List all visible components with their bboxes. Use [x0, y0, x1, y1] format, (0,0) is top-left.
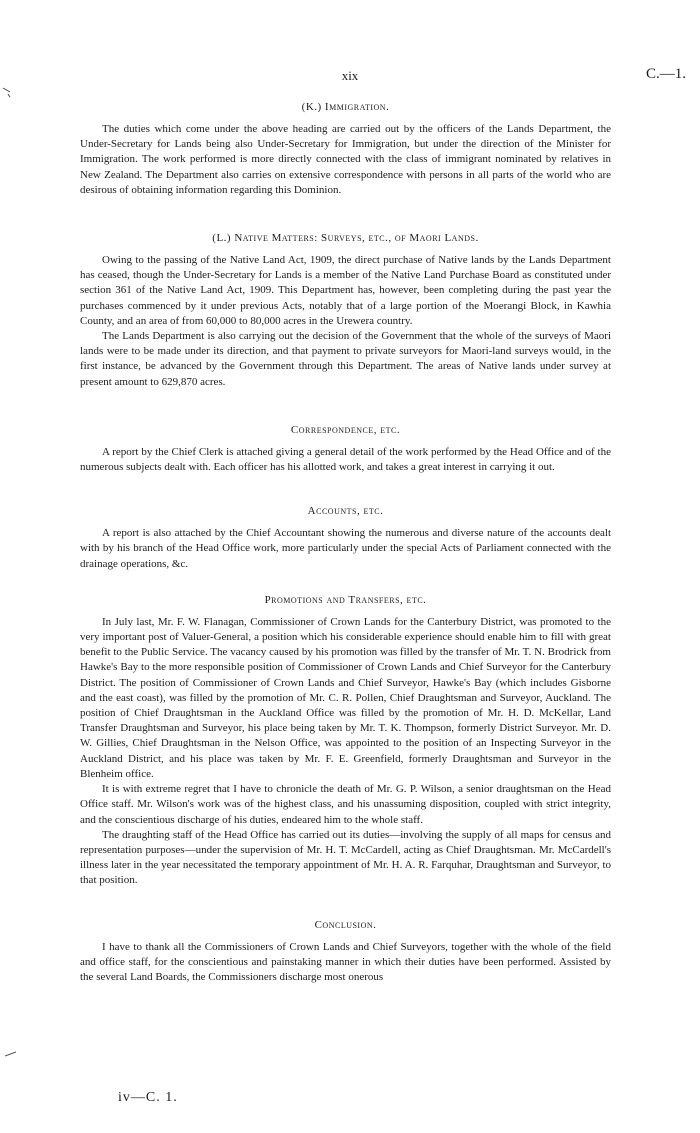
paragraph: In July last, Mr. F. W. Flanagan, Commissioner of Crown Lands for the Canterbury District, was promoted to the very important post of Valuer-General, a position which his considerable experience should enable him to fill with great benefit to the Public Service. The vacancy caused by his promotion was filled by the transfer of Mr. T. N. Brodrick from Hawke's Bay to the more responsible position of Commissioner of Crown Lands and Chief Surveyor for the Canterbury District. The position of Commissioner of Crown Lands and Chief Surveyor, Hawke's Bay (which includes Gisborne and the east coast), was filled by the promotion of Mr. C. R. Pollen, Chief Draughtsman and Surveyor, Auckland. The position of Chief Draughtsman in the Auckland Office was filled by the promotion of Mr. H. D. McKellar, Land Transfer Draughtsman and Surveyor, his place being taken by Mr. T. K. Thompson, formerly District Surveyor. Mr. D. W. Gillies, Chief Draughtsman in the Nelson Office, was appointed to the position of an Inspecting Surveyor in the Auckland District, and his place was taken by Mr. F. E. Greenfield, formerly Draughtsman and Surveyor in the Blenheim office.	[80, 615, 611, 780]
section-heading: Conclusion.	[314, 918, 377, 931]
section-conclusion	[80, 919, 611, 986]
section-heading: Accounts, etc.	[307, 505, 384, 518]
document-body	[80, 101, 611, 985]
section-immigration	[80, 101, 611, 198]
paragraph: A report by the Chief Clerk is attached giving a general detail of the work performed by the Head Office and of the numerous subjects dealt with. Each officer has his allotted work, and takes a great interest in carrying it out.	[80, 445, 611, 474]
paragraph: I have to thank all the Commissioners of Crown Lands and Chief Surveyors, together with the whole of the field and office staff, for the conscientious and painstaking manner in which their duties have been performed. Assisted by the several Land Boards, the Commissioners discharge most onerous	[80, 940, 611, 983]
paragraph: A report is also attached by the Chief Accountant showing the numerous and diverse nature of the accounts dealt with by his branch of the Head Office work, more particularly under the special Acts of Parliament connected with the drainage operations, &c.	[80, 527, 611, 570]
paragraph: The duties which come under the above heading are carried out by the officers of the Lands Department, the Under-Secretary for Lands being also Under-Secretary for Immigration, but under the direction of the Minister for Immigration. The work performed is more directly connected with the class of immigrant nominated by relatives in New Zealand. The Department also carries on extensive correspondence with persons in all parts of the world who are desirous of obtaining information regarding this Dominion.	[80, 123, 611, 196]
paragraph: The draughting staff of the Head Office has carried out its duties—involving the supply of all maps for census and representation purposes—under the supervision of Mr. H. T. McCardell, acting as Chief Draughtsman. Mr. McCardell's illness later in the year necessitated the temporary appointment of Mr. H. A. R. Farquhar, Draughtsman and Surveyor, to that position.	[80, 828, 611, 887]
section-promotions	[80, 594, 611, 889]
footer-signature: iv—C. 1.	[118, 1090, 178, 1105]
document-reference: C.—1.	[645, 66, 686, 82]
paragraph: The Lands Department is also carrying out the decision of the Government that the whole of the surveys of Maori lands were to be made under its direction, and that payment to private surveyors for Maori-land surveys would, in the first instance, be advanced by the Government through this Department. The areas of Native lands under survey at present amount to 629,870 acres.	[80, 330, 611, 388]
section-correspondence	[80, 424, 611, 475]
paragraph: Owing to the passing of the Native Land Act, 1909, the direct purchase of Native lands by the Lands Department has ceased, though the Under-Secretary for Lands is a member of the Native Land Purchase Board as constituted under section 361 of the Native Land Act, 1909. This Department has, however, been completing during the past year the purchases commenced by it under previous Acts, notably that of a large portion of the Moerangi Block, in Kawhia County, and an area of from 60,000 to 80,000 acres in the Urewera country.	[80, 254, 611, 327]
margin-mark-icon	[4, 1050, 18, 1058]
section-heading: (K.) Immigration.	[301, 101, 390, 113]
section-heading: Promotions and Transfers, etc.	[264, 593, 427, 606]
margin-mark-icon	[2, 86, 14, 98]
section-heading: (L.) Native Matters: Surveys, etc., of Maori Lands.	[212, 232, 479, 245]
paragraph: It is with extreme regret that I have to chronicle the death of Mr. G. P. Wilson, a senior draughtsman on the Head Office staff. Mr. Wilson's work was of the highest class, and his unassuming disposition, coupled with strict integrity, and the conscientious discharge of his duties, endeared him to the whole staff.	[80, 783, 611, 826]
page-number: xix	[341, 68, 359, 83]
section-heading: Correspondence, etc.	[290, 423, 401, 436]
section-accounts	[80, 505, 611, 572]
section-native-matters	[80, 232, 611, 390]
